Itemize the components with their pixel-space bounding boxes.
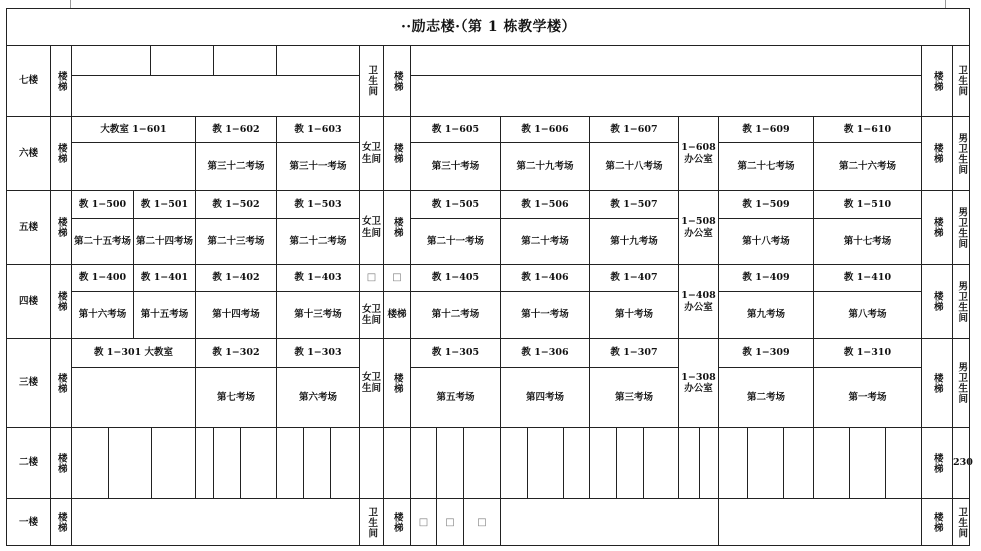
f2-cell	[436, 427, 463, 498]
checkbox-marker: □	[410, 498, 436, 546]
f2-cell	[678, 427, 699, 498]
stairs-mid-6: 楼梯	[383, 116, 410, 190]
room-1-402: 教 1−402	[195, 264, 276, 291]
room-1-403: 教 1−403	[276, 264, 359, 291]
f2-cell	[383, 427, 410, 498]
male-toilet-3: 男卫生间	[952, 338, 970, 427]
stairs-left-3: 楼梯	[50, 338, 71, 427]
room-1-307: 教 1−307	[589, 338, 678, 367]
female-toilet-3: 女卫生间	[359, 338, 383, 427]
floor-label-7: 七楼	[6, 45, 50, 116]
exam-1-510: 第十七考场	[813, 218, 921, 264]
stairs-left-5: 楼梯	[50, 190, 71, 264]
f7-room-c	[213, 45, 276, 75]
exam-1-310: 第一考场	[813, 367, 921, 427]
exam-1-501: 第二十四考场	[133, 218, 195, 264]
stairs-left-7: 楼梯	[50, 45, 71, 116]
f2-cell	[527, 427, 563, 498]
f2-cell	[71, 427, 108, 498]
stairs-mid-7: 楼梯	[383, 45, 410, 116]
room-1-507: 教 1−507	[589, 190, 678, 218]
f2-cell	[108, 427, 151, 498]
toilet-7: 卫生间	[359, 45, 383, 116]
stairs-right-7: 楼梯	[921, 45, 952, 116]
stairs-left-4: 楼梯	[50, 264, 71, 338]
exam-1-606: 第二十九考场	[500, 142, 589, 190]
floor-label-1: 一楼	[6, 498, 50, 546]
stairs-right-1: 楼梯	[921, 498, 952, 546]
female-toilet-5: 女卫生间	[359, 190, 383, 264]
room-1-407: 教 1−407	[589, 264, 678, 291]
stairs-mid-5: 楼梯	[383, 190, 410, 264]
f1-right-hall	[718, 498, 921, 546]
exam-1-309: 第二考场	[718, 367, 813, 427]
f2-cell	[563, 427, 589, 498]
room-1-506: 教 1−506	[500, 190, 589, 218]
exam-1-409: 第九考场	[718, 291, 813, 338]
room-1-503: 教 1−503	[276, 190, 359, 218]
f2-cell	[747, 427, 783, 498]
office-1-508: 1−508 办公室	[678, 190, 718, 264]
stairs-left-1: 楼梯	[50, 498, 71, 546]
f7-room-b	[150, 45, 213, 75]
room-1-501: 教 1−501	[133, 190, 195, 218]
exam-room-table	[6, 8, 973, 546]
male-toilet-6: 男卫生间	[952, 116, 970, 190]
f2-cell	[885, 427, 921, 498]
exam-1-306: 第四考场	[500, 367, 589, 427]
f2-cell	[195, 427, 213, 498]
floor-label-6: 六楼	[6, 116, 50, 190]
room-1-301: 教 1−301 大教室	[71, 338, 195, 367]
male-toilet-5: 男卫生间	[952, 190, 970, 264]
room-1-609: 教 1−609	[718, 116, 813, 142]
exam-1-507: 第十九考场	[589, 218, 678, 264]
exam-1-607: 第二十八考场	[589, 142, 678, 190]
exam-1-603: 第三十一考场	[276, 142, 359, 190]
room-1-601-lower	[71, 142, 195, 190]
f2-cell	[500, 427, 527, 498]
room-1-601: 大教室 1−601	[71, 116, 195, 142]
exam-1-401: 第十五考场	[133, 291, 195, 338]
exam-1-503: 第二十二考场	[276, 218, 359, 264]
room-1-510: 教 1−510	[813, 190, 921, 218]
room-1-306: 教 1−306	[500, 338, 589, 367]
stairs-right-2: 楼梯	[921, 427, 952, 498]
room-1-406: 教 1−406	[500, 264, 589, 291]
exam-1-305: 第五考场	[410, 367, 500, 427]
room-1-603: 教 1−603	[276, 116, 359, 142]
floor-label-4: 四楼	[6, 264, 50, 338]
stairs-right-4: 楼梯	[921, 264, 952, 338]
office-1-308: 1−308 办公室	[678, 338, 718, 427]
room-1-405: 教 1−405	[410, 264, 500, 291]
room-1-610: 教 1−610	[813, 116, 921, 142]
floor-label-3: 三楼	[6, 338, 50, 427]
toilet-right-7: 卫生间	[952, 45, 970, 116]
stairs-mid-4: 楼梯	[383, 291, 410, 338]
f7-right-lower	[410, 75, 921, 116]
exam-1-407: 第十考场	[589, 291, 678, 338]
f2-cell	[616, 427, 643, 498]
f2-cell	[718, 427, 747, 498]
stairs-right-3: 楼梯	[921, 338, 952, 427]
room-1-500: 教 1−500	[71, 190, 133, 218]
f7-left-lower	[71, 75, 359, 116]
floor-label-5: 五楼	[6, 190, 50, 264]
exam-1-509: 第十八考场	[718, 218, 813, 264]
f1-left-hall	[71, 498, 359, 546]
f2-cell	[783, 427, 813, 498]
checkbox-marker: □	[359, 264, 383, 291]
room-1-509: 教 1−509	[718, 190, 813, 218]
room-1-502: 教 1−502	[195, 190, 276, 218]
f2-cell	[849, 427, 885, 498]
exam-1-506: 第二十考场	[500, 218, 589, 264]
f2-cell	[699, 427, 718, 498]
exam-1-410: 第八考场	[813, 291, 921, 338]
exam-1-500: 第二十五考场	[71, 218, 133, 264]
f2-cell	[303, 427, 330, 498]
stairs-right-5: 楼梯	[921, 190, 952, 264]
female-toilet-4: 女卫生间	[359, 291, 383, 338]
room-1-400: 教 1−400	[71, 264, 133, 291]
f2-cell	[276, 427, 303, 498]
exam-1-402: 第十四考场	[195, 291, 276, 338]
f2-cell	[213, 427, 240, 498]
toilet-1: 卫生间	[359, 498, 383, 546]
exam-1-307: 第三考场	[589, 367, 678, 427]
exam-1-303: 第六考场	[276, 367, 359, 427]
stairs-left-6: 楼梯	[50, 116, 71, 190]
male-toilet-4: 男卫生间	[952, 264, 970, 338]
toilet-right-1: 卫生间	[952, 498, 970, 546]
exam-1-403: 第十三考场	[276, 291, 359, 338]
exam-1-502: 第二十三考场	[195, 218, 276, 264]
room-1-409: 教 1−409	[718, 264, 813, 291]
room-1-606: 教 1−606	[500, 116, 589, 142]
checkbox-marker: □	[383, 264, 410, 291]
room-1-410: 教 1−410	[813, 264, 921, 291]
f7-room-a	[71, 45, 150, 75]
exam-1-605: 第三十考场	[410, 142, 500, 190]
stairs-mid-3: 楼梯	[383, 338, 410, 427]
exam-1-602: 第三十二考场	[195, 142, 276, 190]
exam-1-405: 第十二考场	[410, 291, 500, 338]
f2-cell	[813, 427, 849, 498]
room-1-305: 教 1−305	[410, 338, 500, 367]
room-1-602: 教 1−602	[195, 116, 276, 142]
exam-1-609: 第二十七考场	[718, 142, 813, 190]
exam-1-505: 第二十一考场	[410, 218, 500, 264]
room-1-310: 教 1−310	[813, 338, 921, 367]
f2-cell	[643, 427, 678, 498]
checkbox-marker: □	[436, 498, 463, 546]
f7-room-d	[276, 45, 359, 75]
exam-1-610: 第二十六考场	[813, 142, 921, 190]
room-1-605: 教 1−605	[410, 116, 500, 142]
f7-right-upper	[410, 45, 921, 75]
stairs-right-6: 楼梯	[921, 116, 952, 190]
exam-1-406: 第十一考场	[500, 291, 589, 338]
room-1-302: 教 1−302	[195, 338, 276, 367]
f2-cell	[359, 427, 383, 498]
office-1-408: 1−408 办公室	[678, 264, 718, 338]
room-1-401: 教 1−401	[133, 264, 195, 291]
f2-right-number: 230	[952, 427, 970, 498]
female-toilet-6: 女卫生间	[359, 116, 383, 190]
room-1-301-lower	[71, 367, 195, 427]
table-title: ··励志楼·（第 1 栋教学楼）	[6, 8, 970, 45]
f2-cell	[151, 427, 195, 498]
stairs-left-2: 楼梯	[50, 427, 71, 498]
office-1-608: 1−608 办公室	[678, 116, 718, 190]
f2-cell	[463, 427, 500, 498]
room-1-607: 教 1−607	[589, 116, 678, 142]
f2-cell	[410, 427, 436, 498]
checkbox-marker: □	[463, 498, 500, 546]
room-1-309: 教 1−309	[718, 338, 813, 367]
f2-cell	[330, 427, 359, 498]
room-1-505: 教 1−505	[410, 190, 500, 218]
f2-cell	[589, 427, 616, 498]
floor-label-2: 二楼	[6, 427, 50, 498]
f2-cell	[240, 427, 276, 498]
room-1-303: 教 1−303	[276, 338, 359, 367]
exam-1-400: 第十六考场	[71, 291, 133, 338]
exam-1-302: 第七考场	[195, 367, 276, 427]
stairs-mid-1: 楼梯	[383, 498, 410, 546]
f1-middle-hall	[500, 498, 718, 546]
